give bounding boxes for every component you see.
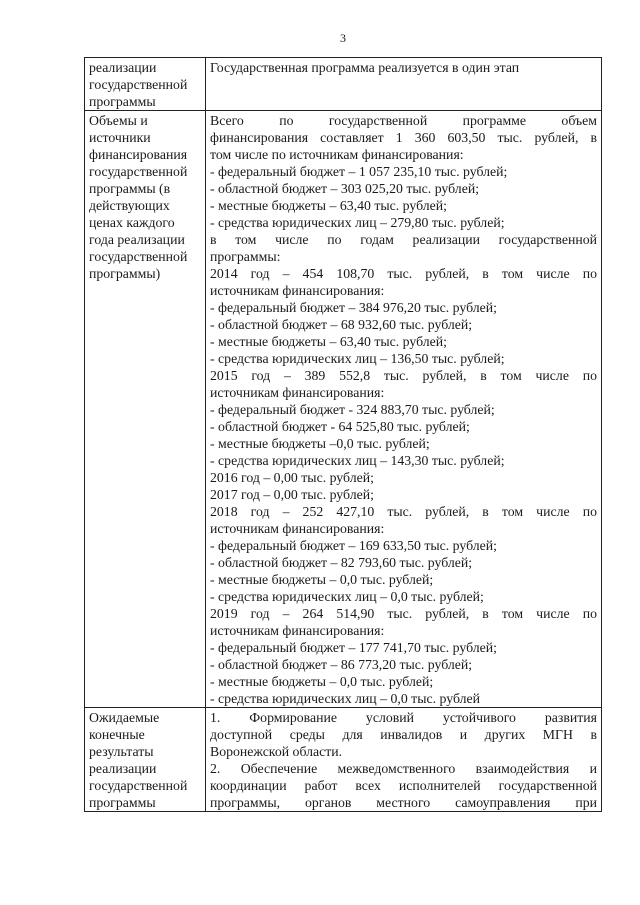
- page-number: 3: [340, 31, 346, 45]
- row-content-line: - федеральный бюджет – 169 633,50 тыс. рублей;: [210, 538, 498, 553]
- row-label-line: государственной: [89, 164, 188, 179]
- row-content-line: Государственная программа реализуется в один этап: [210, 60, 520, 75]
- row-content-line: 2015 год – 389 552,8 тыс. рублей, в том числе по: [210, 368, 597, 383]
- row-content-cell: [206, 58, 602, 111]
- row-label-line: результаты: [89, 744, 154, 759]
- row-label-line: реализации: [89, 60, 157, 75]
- row-label-line: источники: [89, 130, 151, 145]
- row-content-line: доступной среды для инвалидов и других МГН в: [210, 727, 597, 742]
- row-content-line: Всего по государственной программе объем: [210, 113, 597, 128]
- row-content-line: финансирования составляет 1 360 603,50 тыс. рублей, в: [210, 130, 597, 145]
- row-content-line: - федеральный бюджет – 384 976,20 тыс. рублей;: [210, 300, 498, 315]
- row-label-line: программы (в: [89, 181, 171, 196]
- row-content-line: 2014 год – 454 108,70 тыс. рублей, в том числе по: [210, 266, 597, 281]
- row-content-line: - местные бюджеты – 0,0 тыс. рублей;: [210, 572, 434, 587]
- row-content-line: 2. Обеспечение межведомственного взаимодействия и: [210, 761, 597, 776]
- row-label-line: программы: [89, 795, 156, 810]
- row-content-line: - средства юридических лиц – 143,30 тыс. рублей;: [210, 453, 505, 468]
- row-label-line: Объемы и: [89, 113, 148, 128]
- row-label-line: государственной: [89, 778, 188, 793]
- row-content-line: источникам финансирования:: [210, 385, 385, 400]
- row-label-line: ценах каждого: [89, 215, 175, 230]
- row-label-line: года реализации: [89, 232, 185, 247]
- row-content-line: - средства юридических лиц – 0,0 тыс. рублей;: [210, 589, 484, 604]
- row-label-line: финансирования: [89, 147, 188, 162]
- row-label-line: реализации: [89, 761, 157, 776]
- row-content-cell: [206, 708, 602, 812]
- program-passport-table: [84, 57, 602, 812]
- row-content-line: источникам финансирования:: [210, 623, 385, 638]
- row-label-line: государственной: [89, 249, 188, 264]
- row-content-line: - средства юридических лиц – 279,80 тыс. рублей;: [210, 215, 505, 230]
- row-content-line: - федеральный бюджет – 177 741,70 тыс. рублей;: [210, 640, 498, 655]
- row-content-line: 2019 год – 264 514,90 тыс. рублей, в том числе по: [210, 606, 597, 621]
- row-label-line: конечные: [89, 727, 145, 742]
- row-content-line: 1. Формирование условий устойчивого развития: [210, 710, 597, 725]
- table-row: [85, 708, 602, 812]
- row-content-line: - областной бюджет – 68 932,60 тыс. рублей;: [210, 317, 473, 332]
- row-content-line: - местные бюджеты –0,0 тыс. рублей;: [210, 436, 430, 451]
- row-content-line: 2018 год – 252 427,10 тыс. рублей, в том числе по: [210, 504, 597, 519]
- row-content-line: Воронежской области.: [210, 744, 343, 759]
- row-content-line: - местные бюджеты – 63,40 тыс. рублей;: [210, 198, 447, 213]
- row-content-line: - областной бюджет - 64 525,80 тыс. рублей;: [210, 419, 470, 434]
- row-label-cell: [85, 708, 206, 812]
- row-content-line: - средства юридических лиц – 136,50 тыс. рублей;: [210, 351, 505, 366]
- row-content-line: программы:: [210, 249, 281, 264]
- row-content-line: программы, органов местного самоуправления при: [210, 795, 597, 810]
- row-content-line: - областной бюджет – 82 793,60 тыс. рублей;: [210, 555, 473, 570]
- row-label-line: программы): [89, 266, 161, 281]
- row-content-line: источникам финансирования:: [210, 521, 385, 536]
- row-content-line: - федеральный бюджет - 324 883,70 тыс. рублей;: [210, 402, 495, 417]
- row-content-line: - областной бюджет – 303 025,20 тыс. рублей;: [210, 181, 480, 196]
- row-content-line: том числе по источникам финансирования:: [210, 147, 464, 162]
- row-label-cell: [85, 58, 206, 111]
- row-content-line: - средства юридических лиц – 0,0 тыс. рублей: [210, 691, 481, 706]
- row-content-cell: [206, 111, 602, 708]
- row-label-line: программы: [89, 94, 156, 109]
- row-content-line: 2017 год – 0,00 тыс. рублей;: [210, 487, 374, 502]
- row-content-line: - федеральный бюджет – 1 057 235,10 тыс. рублей;: [210, 164, 508, 179]
- row-content-line: координации работ всех исполнителей государственной: [210, 778, 597, 793]
- row-label-line: Ожидаемые: [89, 710, 160, 725]
- table-row: [85, 58, 602, 111]
- row-label-cell: [85, 111, 206, 708]
- row-content-line: - местные бюджеты – 0,0 тыс. рублей;: [210, 674, 434, 689]
- row-content-line: в том числе по годам реализации государственной: [210, 232, 597, 247]
- row-label-line: государственной: [89, 77, 188, 92]
- row-content-line: 2016 год – 0,00 тыс. рублей;: [210, 470, 374, 485]
- row-content-line: - местные бюджеты – 63,40 тыс. рублей;: [210, 334, 447, 349]
- row-content-line: источникам финансирования:: [210, 283, 385, 298]
- table-row: [85, 111, 602, 708]
- row-content-line: - областной бюджет – 86 773,20 тыс. рублей;: [210, 657, 473, 672]
- row-label-line: действующих: [89, 198, 170, 213]
